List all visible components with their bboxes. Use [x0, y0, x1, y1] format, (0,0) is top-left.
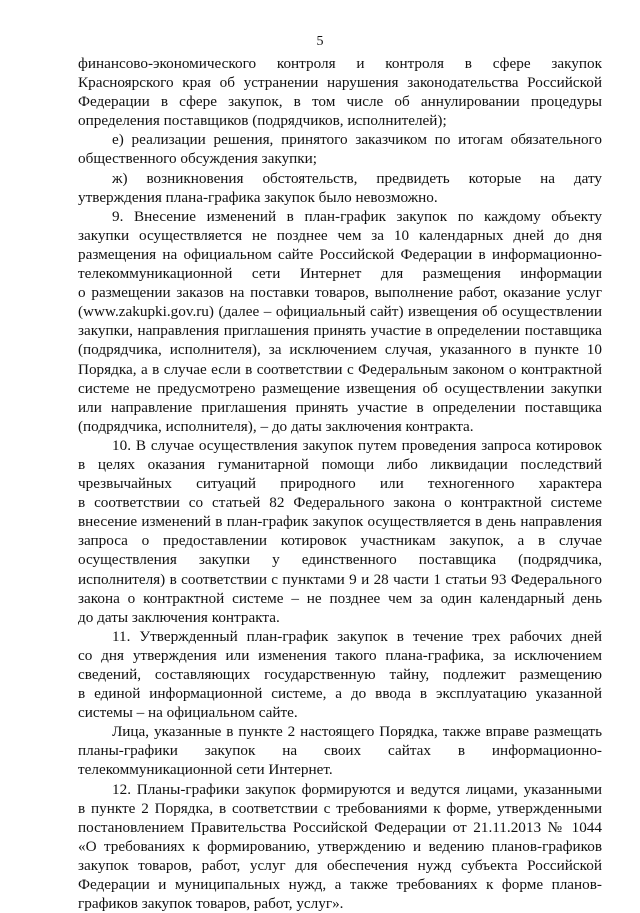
text-line: закупки осуществляется не позднее чем за 10 календарных дней до дня [78, 226, 602, 244]
text-line: Федерации в сфере закупок, в том числе об аннулировании процедуры [78, 93, 602, 111]
text-line: чрезвычайных ситуаций природного или техногенного характера [78, 475, 602, 493]
paragraph [78, 780, 602, 913]
text-line: до даты заключения контракта. [78, 608, 280, 626]
text-line: 12. Планы-графики закупок формируются и ведутся лицами, указанными [112, 780, 602, 798]
text-line: запроса о предоставлении котировок участникам закупок, а в случае [78, 532, 602, 550]
text-line: (подрядчика, исполнителя), за исключением случая, указанного в пункте 10 [78, 341, 602, 359]
text-line: внесение изменений в план-график закупок осуществляется в день направления [78, 513, 602, 531]
text-line: размещения на официальном сайте Российской Федерации в информационно- [78, 245, 602, 263]
text-line: закупок товаров, работ, услуг для обеспечения нужд субъекта Российской [78, 856, 602, 874]
text-line: общественного обсуждения закупки; [78, 150, 318, 168]
text-line: телекоммуникационной сети Интернет. [78, 761, 333, 779]
text-line: системы – на официальном сайте. [78, 704, 298, 722]
text-line: е) реализации решения, принятого заказчиком по итогам обязательного [112, 131, 602, 149]
text-line: планы-графики закупок на своих сайтах в информационно- [78, 742, 602, 760]
paragraph [78, 627, 602, 722]
text-line: Красноярского края об устранении нарушения законодательства Российской [78, 74, 602, 92]
text-line: «О требованиях к формированию, утверждению и ведению планов-графиков [78, 837, 602, 855]
text-line: закупки, направления приглашения принять участие в определении поставщика [78, 322, 602, 340]
text-line: или направление приглашения принять участие в определении поставщика [78, 398, 602, 416]
text-line: телекоммуникационной сети Интернет для размещения информации [78, 265, 602, 283]
text-line: 10. В случае осуществления закупок путем проведения запроса котировок [112, 436, 602, 454]
text-line: графиков закупок товаров, работ, услуг». [78, 895, 344, 913]
text-line: определения поставщиков (подрядчиков, исполнителей); [78, 112, 447, 130]
text-line: Федерации и муниципальных нужд, а также требованиях к форме планов- [78, 876, 602, 894]
text-line: системе не предусмотрено размещение извещения об осуществлении закупки [78, 379, 602, 397]
text-line: (www.zakupki.gov.ru) (далее – официальный сайт) извещения об осуществлении [78, 303, 602, 321]
text-line: 9. Внесение изменений в план-график закупок по каждому объекту [112, 207, 602, 225]
paragraph [78, 130, 602, 168]
text-line: (подрядчика, исполнителя), – до даты заключения контракта. [78, 417, 474, 435]
text-line: сведений, составляющих государственную тайну, подлежит размещению [78, 666, 602, 683]
text-line: 11. Утвержденный план-график закупок в течение трех рабочих дней [112, 627, 602, 645]
text-line: в единой информационной системе, а до ввода в эксплуатацию указанной [78, 685, 602, 703]
text-line: закона о контрактной системе – не позднее чем за один календарный день [78, 589, 602, 607]
text-line: постановлением Правительства Российской Федерации от 21.11.2013 № 1044 [78, 818, 602, 836]
text-line: в целях оказания гуманитарной помощи либо ликвидации последствий [78, 455, 602, 473]
paragraph [78, 54, 602, 130]
text-line: о размещении заказов на поставки товаров, выполнение работ, оказание услуг [78, 284, 602, 302]
paragraph [78, 207, 602, 436]
text-line: осуществления закупки у единственного поставщика (подрядчика, [78, 551, 602, 569]
text-line: финансово-экономического контроля и контроля в сфере закупок [78, 55, 602, 72]
text-line: Лица, указанные в пункте 2 настоящего Порядка, также вправе размещать [112, 723, 602, 741]
text-line: со дня утверждения или изменения такого плана-графика, за исключением [78, 646, 602, 664]
page-number: 5 [316, 34, 324, 49]
paragraph [78, 169, 602, 207]
paragraph [78, 436, 602, 627]
text-line: в пункте 2 Порядка, в соответствии с требованиями к форме, утвержденными [78, 799, 602, 817]
text-line: ж) возникновения обстоятельств, предвидеть которые на дату [112, 169, 602, 187]
paragraph [78, 722, 602, 779]
text-line: в соответствии со статьей 82 Федерального закона о контрактной системе [78, 494, 602, 512]
text-line: исполнителя) в соответствии с пунктами 9 и 28 части 1 статьи 93 Федерального [78, 570, 602, 588]
text-line: утверждения плана-графика закупок было невозможно. [78, 188, 438, 206]
document-body [78, 54, 602, 913]
text-line: Порядка, а в случае если в соответствии с Федеральным законом о контрактной [78, 360, 602, 378]
